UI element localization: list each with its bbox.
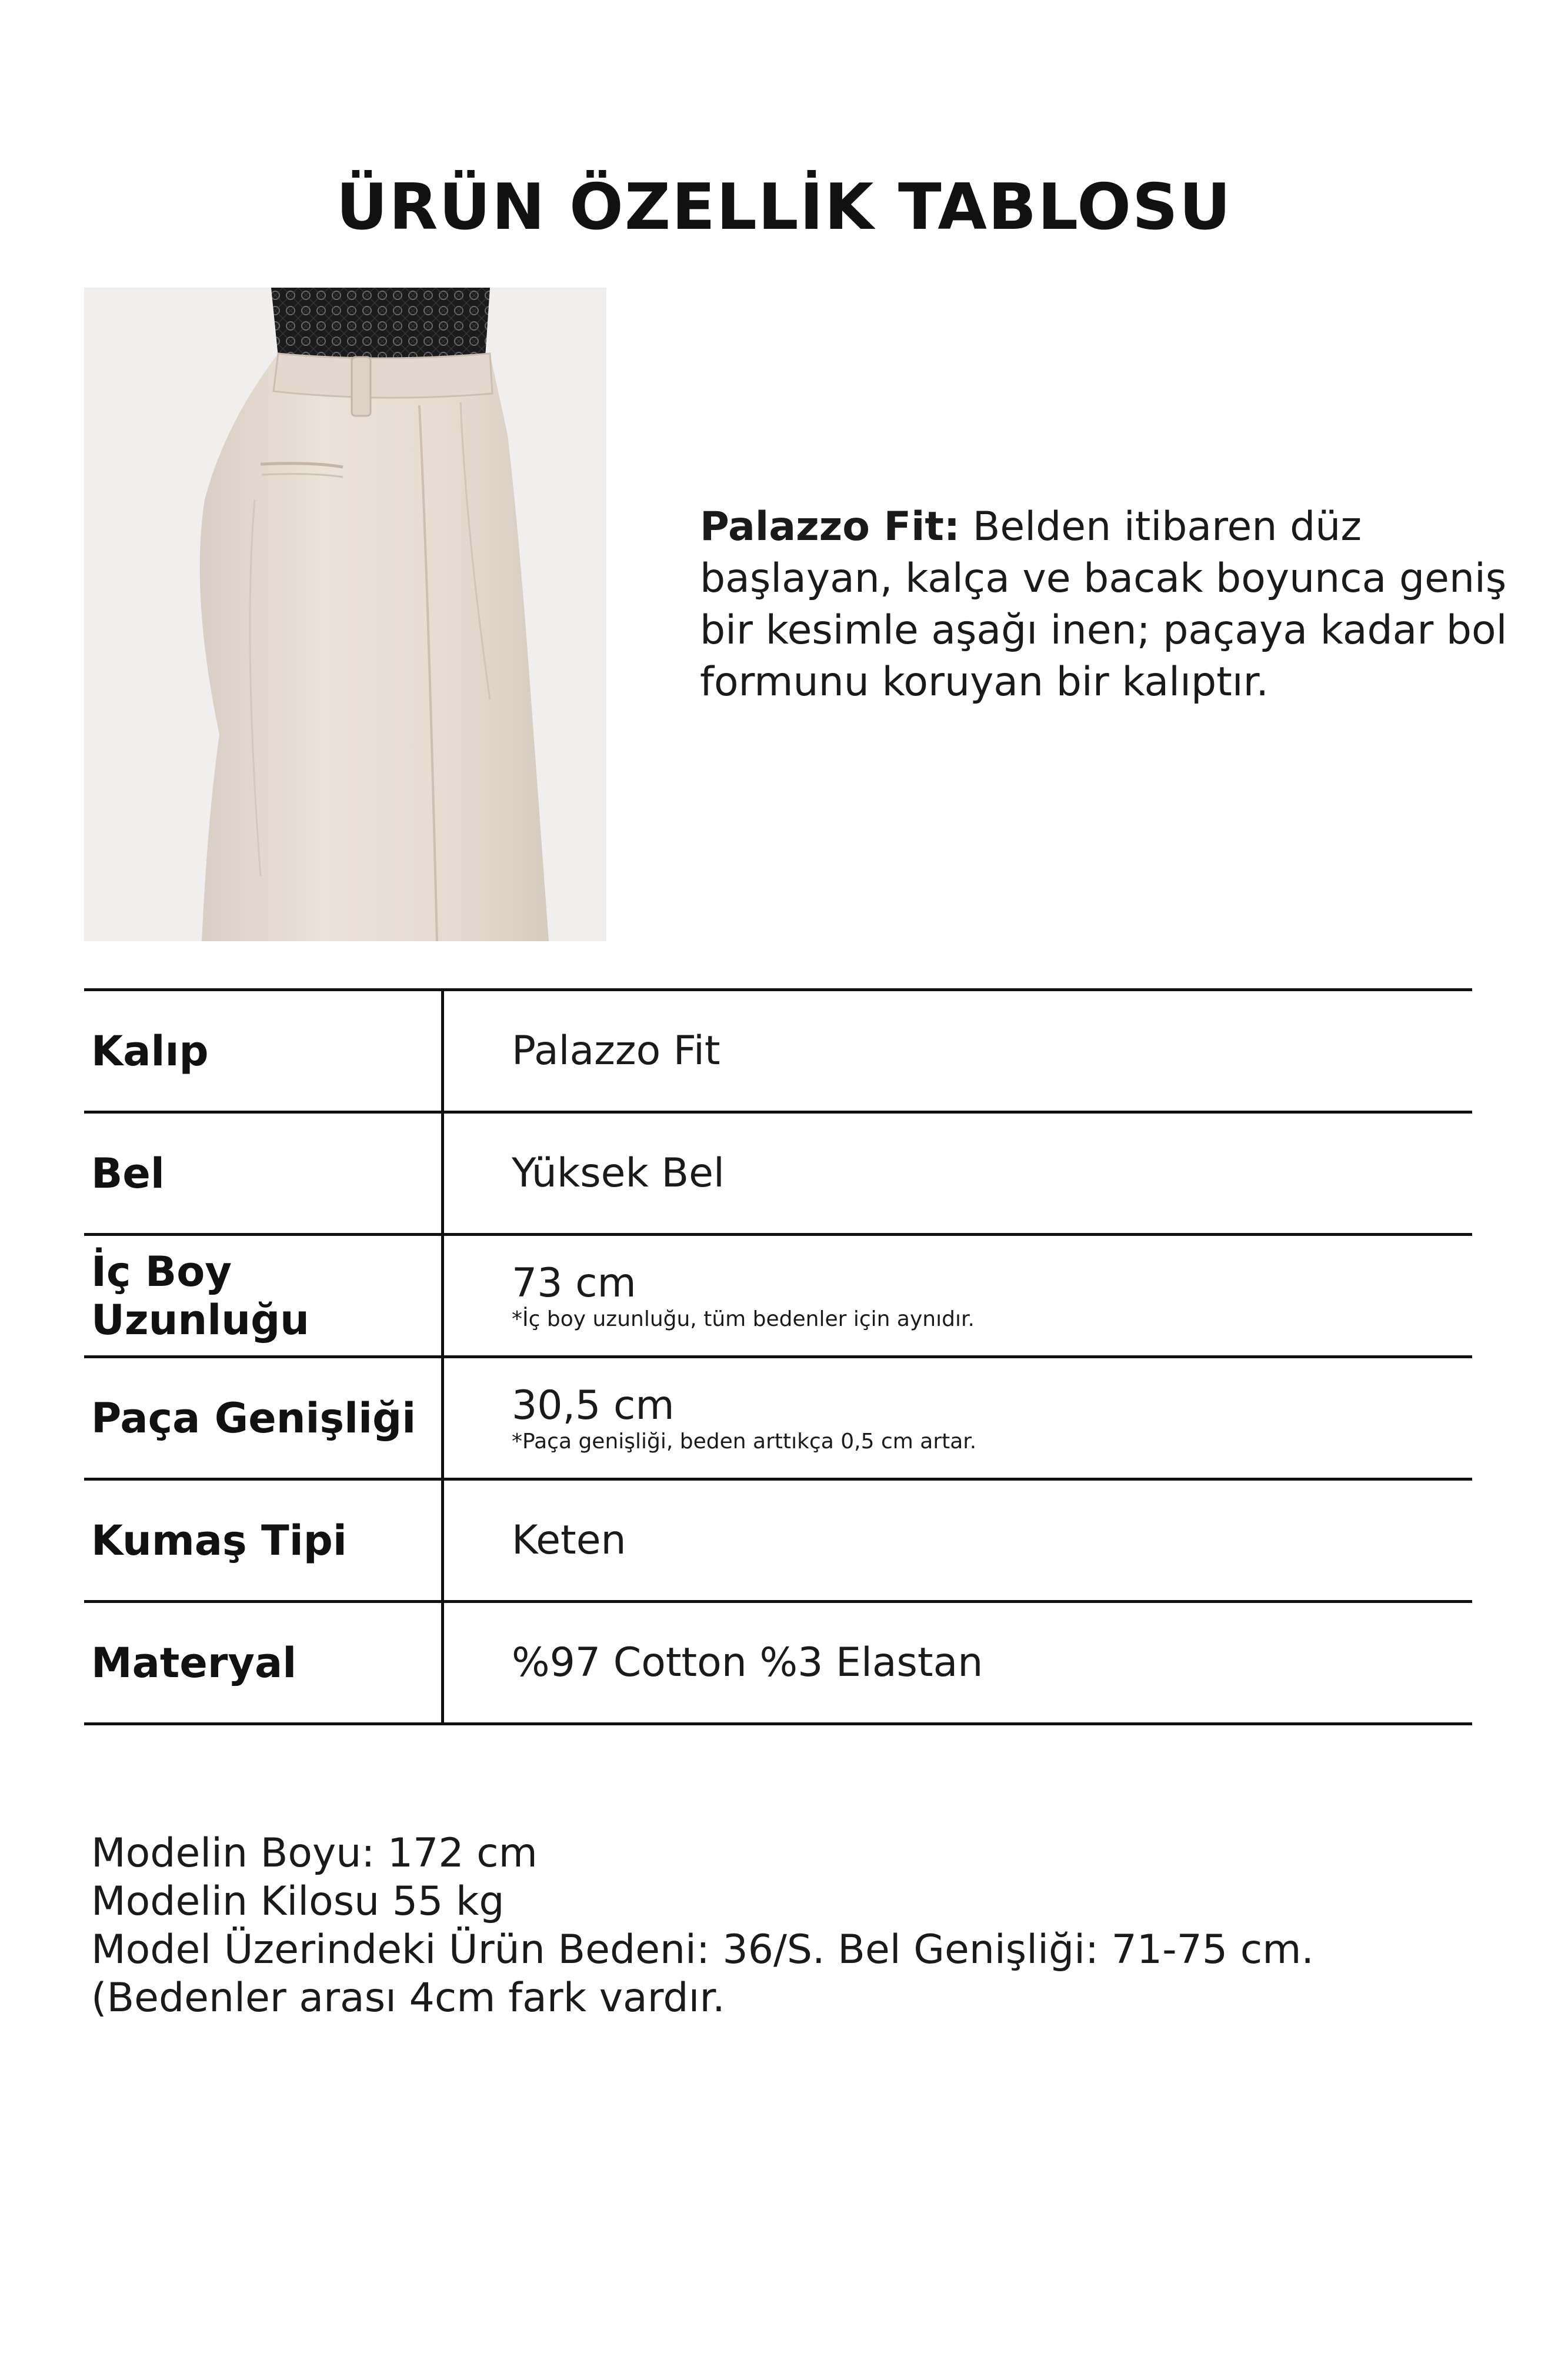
- spec-value: Yüksek Bel: [443, 1112, 1473, 1235]
- model-size: Model Üzerindeki Ürün Bedeni: 36/S. Bel Genişliği: 71-75 cm. (Bedenler arası 4cm fark vardır.: [91, 1927, 1315, 2021]
- fit-description: [700, 501, 1512, 708]
- spec-note: *Paça genişliği, beden arttıkça 0,5 cm artar.: [512, 1429, 977, 1454]
- spec-key: Paça Genişliği: [84, 1357, 443, 1479]
- spec-key: Kumaş Tipi: [84, 1479, 443, 1602]
- fit-description-text: Belden itibaren düz başlayan, kalça ve bacak boyunca geniş bir kesimle aşağı inen; paçaya kadar bol formunu koruyan bir kalıptır.: [700, 504, 1507, 705]
- spec-table: [84, 988, 1472, 1725]
- model-weight: Modelin Kilosu 55 kg: [91, 1878, 505, 1925]
- spec-value: [443, 1235, 1473, 1357]
- spec-value-text: 73 cm: [512, 1260, 636, 1307]
- table-row: [84, 1479, 1472, 1602]
- spec-value: %97 Cotton %3 Elastan: [443, 1602, 1473, 1724]
- model-info: [91, 1829, 1473, 2022]
- spec-key: Materyal: [84, 1602, 443, 1724]
- spec-value-text: 30,5 cm: [512, 1382, 675, 1429]
- spec-key: Bel: [84, 1112, 443, 1235]
- table-row: [84, 1112, 1472, 1235]
- table-row: [84, 990, 1472, 1112]
- model-height: Modelin Boyu: 172 cm: [91, 1830, 538, 1877]
- spec-value: [443, 1357, 1473, 1479]
- spec-key: Kalıp: [84, 990, 443, 1112]
- spec-key: İç Boy Uzunluğu: [84, 1235, 443, 1357]
- table-row: [84, 1235, 1472, 1357]
- fit-description-label: Palazzo Fit:: [700, 504, 960, 550]
- product-photo: [84, 288, 606, 941]
- spec-value: Palazzo Fit: [443, 990, 1473, 1112]
- spec-note: *İç boy uzunluğu, tüm bedenler için aynıdır.: [512, 1307, 975, 1331]
- page-title: ÜRÜN ÖZELLİK TABLOSU: [336, 171, 1232, 244]
- table-row: [84, 1357, 1472, 1479]
- spec-value: Keten: [443, 1479, 1473, 1602]
- table-row: [84, 1602, 1472, 1724]
